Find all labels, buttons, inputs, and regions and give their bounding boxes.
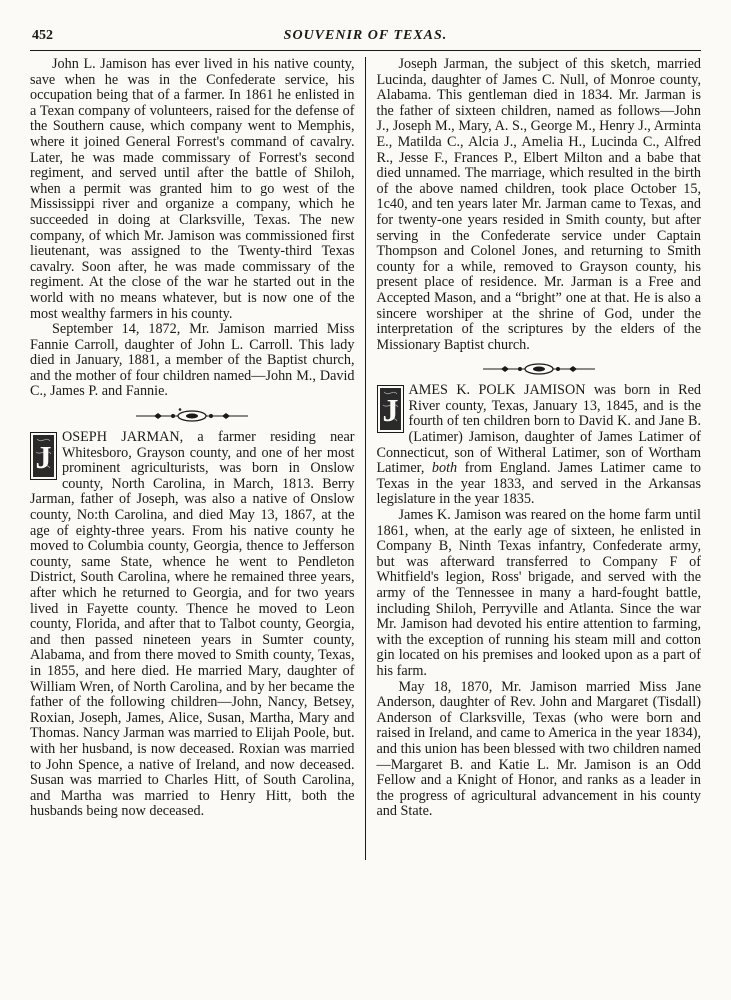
- drop-cap: [377, 385, 404, 433]
- biography-text: from England. James Latimer came to Texas in the year 1833, and served in the Arkansas legislature in the year 1835.: [376, 460, 701, 508]
- right-column: [366, 57, 702, 820]
- paragraph: September 14, 1872, Mr. Jamison married Miss Fannie Carroll, daughter of John L. Carroll. This lady died in January, 1881, a member of the Baptist church, and the mother of four children named—John M., David C., James P. and Fannie.: [30, 321, 355, 400]
- page-header: [30, 28, 701, 51]
- lead-name: AMES K. POLK JAMISON: [408, 382, 586, 399]
- drop-cap-letter: J: [35, 439, 52, 476]
- left-column: [30, 57, 366, 820]
- ornament-divider: [479, 361, 599, 375]
- column-divider: [365, 57, 366, 860]
- lead-name: OSEPH JARMAN,: [62, 429, 184, 446]
- running-title: SOUVENIR OF TEXAS.: [283, 28, 448, 43]
- paragraph: James K. Jamison was reared on the home farm until 1861, when, at the early age of sixteen, he enlisted in Company B, Ninth Texas infantry, Confederate army, but was afterward transferred to Company F of Whitfield's legion, Ross' brigade, and served with the army of the Tennessee in many a hard-fought battle, including Shiloh, Perryville and Atlanta. Since the war Mr. Jamison had devoted his entire attention to farming, with the exception of running his steam mill and cotton gin located on his premises and looked upon as a part of his farm.: [376, 507, 701, 679]
- paragraph: Joseph Jarman, the subject of this sketch, married Lucinda, daughter of James C. Null, of Monroe county, Alabama. This gentleman died in 1834. Mr. Jarman is the father of sixteen children, named as follows—John J., Joseph M., Mary, A. S., George M., Henry J., Arminta E., Matilda C., Alcia J., Amelia H., Lucinda C., Alfred R., Jesse F., Frances P., Elbert Milton and a babe that died unnamed. The marriage, which resulted in the birth of the above named children, took place October 15, 1c40, and ten years later Mr. Jarman came to Texas, and for twenty-one years resided in Smith county, but after serving in the Confederate service under Captain Thompson and Colonel Jones, and returning to Smith county for a while, removed to Grayson county, his present place of residence. Mr. Jarman is a Free and Accepted Mason, and a “bright” one at that. He is also a sincere worshiper at the shrine of God, under the interpretation of the scriptures by the elders of the Missionary Baptist church.: [376, 56, 701, 353]
- biography-paragraph: [377, 383, 702, 508]
- page-number: 452: [32, 28, 53, 43]
- paragraph: May 18, 1870, Mr. Jamison married Miss Jane Anderson, daughter of Rev. John and Margaret (Tisdall) Anderson of Clarksville, Texas (who were born and raised in Ireland, and came to America in the year 1834), and this union has been blessed with two children named—Margaret B. and Katie L. Mr. Jamison is an Odd Fellow and a Knight of Honor, and ranks as a leader in the progress of agricultural advancement in his county and Stat⁠e.: [376, 678, 701, 820]
- drop-cap: [30, 432, 57, 480]
- biography-text: a farmer residing near Whitesboro, Grayson county, and one of her most prominent agriculturists, was born in Onslow county, North Carolina, in March, 1813. Berry Jarman, father of Joseph, was also a native of Onslow county, No:th Carolina, and died May 13, 1867, at the age of eighty-three years. From his native county he moved to Columbia county, Georgia, thence to Jefferson county, same State, whence he went to Pendleton District, South Carolina, where he remained three years, after which he returned to Georgia, and for two years lived in Fayette county. Thence he moved to Leon county, Florida, and after that to Talbot county, Georgia, and then passed nineteen years in Sumter county, Alabama, and from there moved to Smith county, Texas, in 1855, and here died. He married Mary, daughter of William Wren, of North Carolina, and by her became the father of the following children—John, Nancy, Betsey, Roxian, Joseph, James, Alice, Susan, Martha, Mary and Thomas. Nancy Jarman was married to Elijah Poole, but. with her husband, is now deceased. Roxian was married to John Spence, a native of Ireland, and now deceased. Susan was married to Charles Hitt, of South Carolina, and Martha was married to Henry Hitt, both the husbands being now deceased.: [30, 429, 355, 820]
- drop-cap-letter: J: [382, 392, 398, 429]
- text-columns: [30, 57, 701, 820]
- paragraph: John L. Jamison has ever lived in his native county, save when he was in the Confederate service, his occupation being that of a farmer. In 1861 he enlisted in a Texan company of volunteers, raised for the defense of the Southern cause, which company went to Memphis, where it joined General Forrest's command of cavalry. Later, he was made commissary of Forrest's second regiment, and served until after the battle of Shiloh, when a permit was granted him to go west of the Mississippi river and organize a company, which he succeeded in doing at Clarksville, Texas. The new company, of which Mr. Jamison was commissioned first lieutenant, was assigned to the Twenty-third Texas cavalry. Soon after, he was made commissary of the regiment. At the close of the war he started out in the world with no means whatever, but is now one of the most wealthy farmers in his county.: [30, 56, 355, 322]
- emphasis-text: both: [431, 460, 458, 477]
- biography-paragraph: [30, 430, 355, 820]
- ornament-divider: [132, 408, 252, 422]
- biography-text: was born in Red River county, Texas, January 13, 1845, and is the fourth of ten children born to David K. and Jane B. (Latimer) Jamison, daughter of James Latimer of Connecticut, son of Witheral Latimer, son of Wortham Latimer,: [376, 382, 702, 477]
